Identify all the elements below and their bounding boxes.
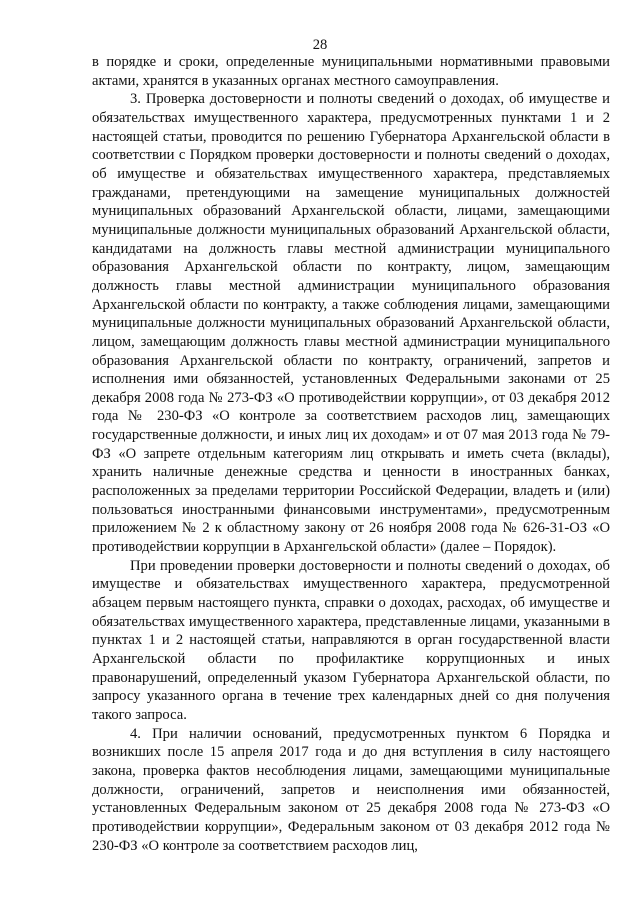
paragraph-item-3: 3. Проверка достоверности и полноты сведений о доходах, об имуществе и обязательствах имущественного характера, предусмотренных пунктами 1 и 2 настоящей статьи, проводится по решению Губернатора Архангельской области в соответствии с Порядком проверки достоверности и полноты сведений о доходах, об имуществе и обязательствах имущественного характера, представляемых гражданами, претендующими на замещение муниципальных должностей муниципальных образований Архангельской области, лицами, замещающими муниципальные должности муниципальных образований Архангельской области, кандидатами на должность главы местной администрации муниципального образования Архангельской области по контракту, лицом, замещающим должность главы местной администрации муниципального образования Архангельской области по контракту, а также соблюдения лицами, замещающими муниципальные должности муниципальных образований Архангельской области, лицом, замещающим должность главы местной администрации муниципального образования Архангельской области по контракту, ограничений, запретов и исполнения ими обязанностей, установленных Федеральными законами от 25 декабря 2008 года № 273-ФЗ «О противодействии коррупции», от 03 декабря 2012 года № 230-ФЗ «О контроле за соответствием расходов лиц, замещающих государственные должности, и иных лиц их доходам» и от 07 мая 2013 года № 79-ФЗ «О запрете отдельным категориям лиц открывать и иметь счета (вклады), хранить наличные денежные средства и ценности в иностранных банках, расположенных за пределами территории Российской Федерации, владеть и (или) пользоваться иностранными финансовыми инструментами», предусмотренным приложением № 2 к областному закону от 26 ноября 2008 года № 626-31-ОЗ «О противодействии коррупции в Архангельской области» (далее – Порядок). <box>92 91 610 556</box>
page-number: 28 <box>312 37 328 53</box>
document-body <box>92 53 610 855</box>
paragraph-verification-procedure: При проведении проверки достоверности и полноты сведений о доходах, об имуществе и обязательствах имущественного характера, предусмотренной абзацем первым настоящего пункта, справки о доходах, расходах, об имуществе и обязательствах имущественного характера, представленные лицами, указанными в пунктах 1 и 2 настоящей статьи, направляются в орган государственной власти Архангельской области по профилактике коррупционных и иных правонарушений, определенный указом Губернатора Архангельской области, по запросу указанного органа в течение трех календарных дней со дня получения такого запроса. <box>92 557 610 723</box>
paragraph-continuation: в порядке и сроки, определенные муниципальными нормативными правовыми актами, хранятся в указанных органах местного самоуправления. <box>92 54 610 89</box>
paragraph-item-4: 4. При наличии оснований, предусмотренных пунктом 6 Порядка и возникших после 15 апреля 2017 года и до дня вступления в силу настоящего закона, проверка фактов несоблюдения лицами, замещающими муниципальные должности, ограничений, запретов и неисполнения ими обязанностей, установленных Федеральным законом от 25 декабря 2008 года № 273-ФЗ «О противодействии коррупции», Федеральным законом от 03 декабря 2012 года № 230-ФЗ «О контроле за соответствием расходов лиц, <box>92 725 610 854</box>
